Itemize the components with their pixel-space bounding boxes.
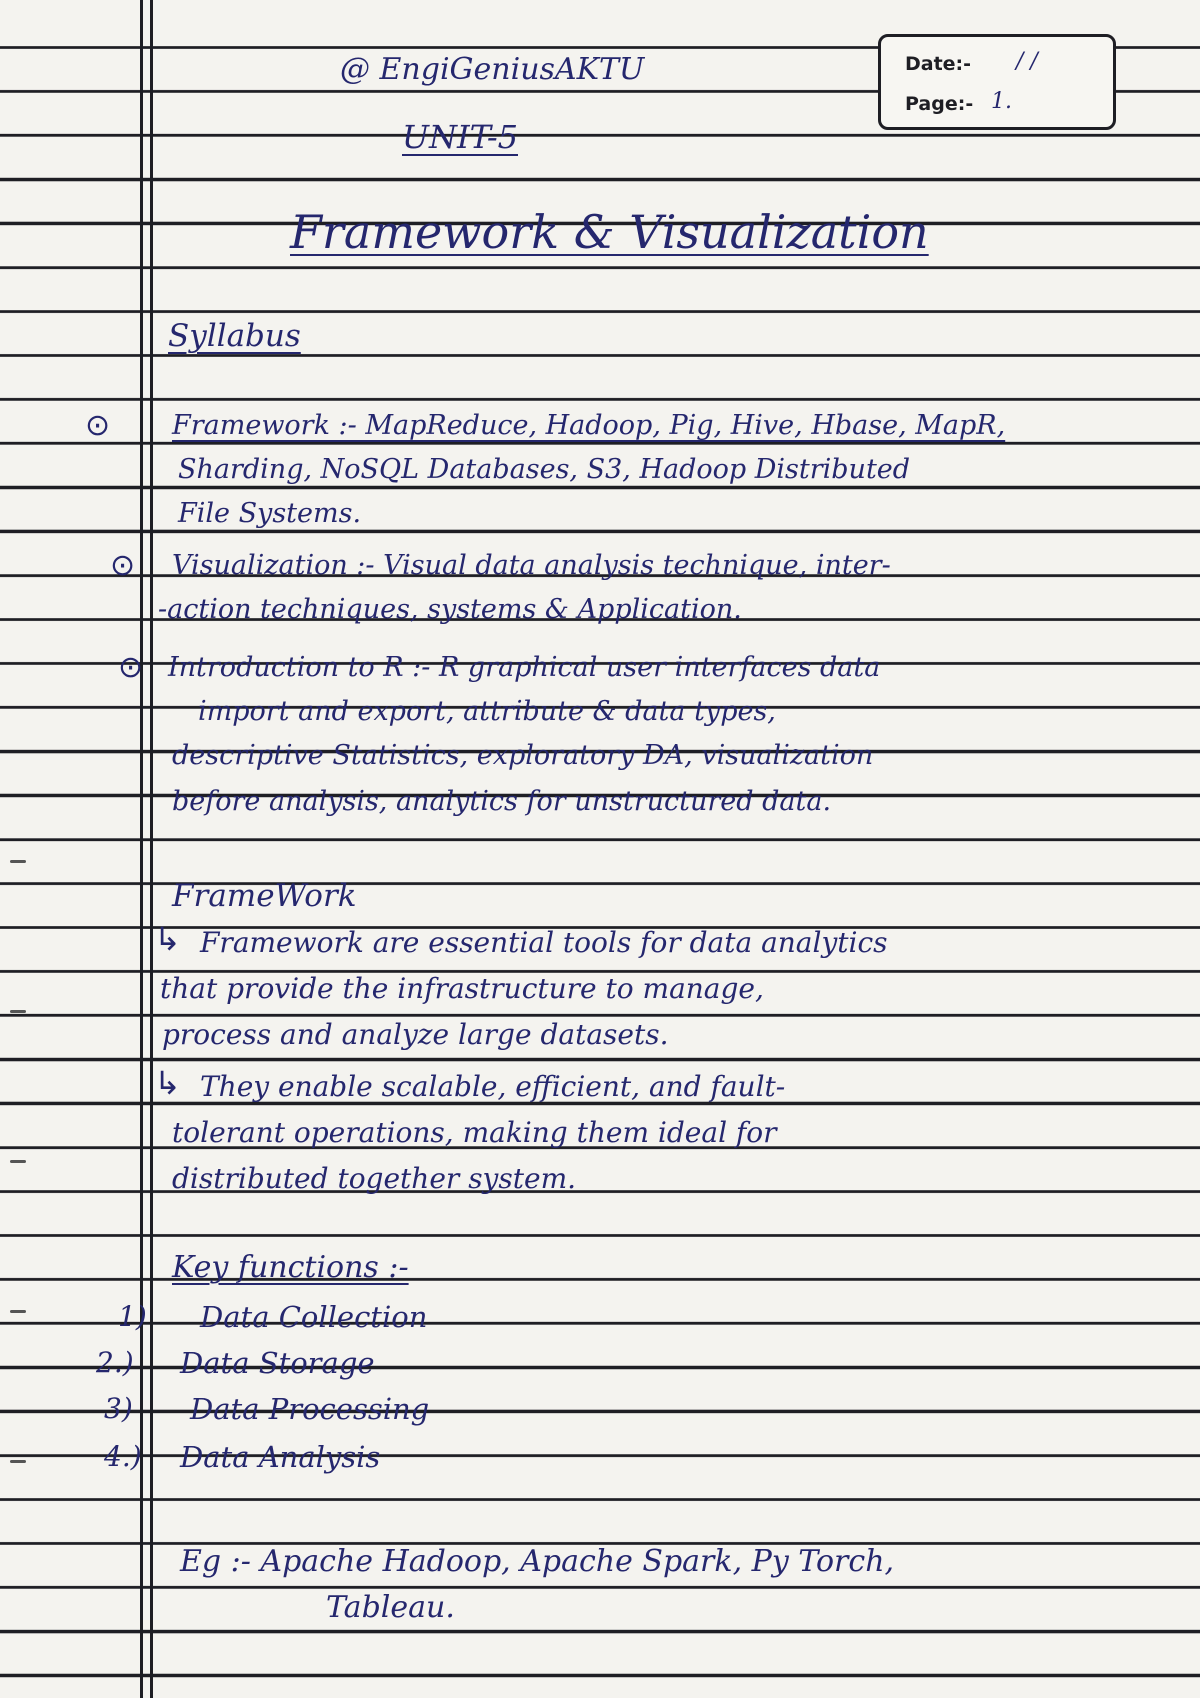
- framework-point-1-line-3: process and analyze large datasets.: [162, 1018, 669, 1051]
- margin-line-right: [150, 0, 153, 1698]
- examples-line-1: Eg :- Apache Hadoop, Apache Spark, Py Torch,: [180, 1544, 895, 1579]
- syllabus-item-3-line-3: descriptive Statistics, exploratory DA, visualization: [172, 740, 874, 771]
- binding-mark: [10, 1310, 26, 1313]
- date-label: Date:-: [905, 53, 972, 75]
- date-page-box: [878, 34, 1116, 130]
- bullet-icon: ⊙: [85, 408, 111, 443]
- bullet-icon: ⊙: [110, 548, 136, 583]
- date-value: / /: [1016, 49, 1038, 74]
- binding-mark: [10, 860, 26, 863]
- page-value: 1.: [991, 89, 1012, 114]
- key-function-item: Data Collection: [200, 1300, 428, 1334]
- framework-point-2-line-1: They enable scalable, efficient, and fault-: [200, 1070, 786, 1103]
- framework-point-1-line-2: that provide the infrastructure to manage,: [160, 972, 764, 1005]
- arrow-icon: ↳: [154, 1064, 181, 1102]
- syllabus-item-3-line-1: Introduction to R :- R graphical user interfaces data: [168, 652, 881, 683]
- syllabus-item-3-line-4: before analysis, analytics for unstructured data.: [172, 786, 832, 817]
- list-number: 3): [104, 1392, 133, 1425]
- list-number: 4.): [104, 1440, 142, 1473]
- syllabus-item-1-line-1: Framework :- MapReduce, Hadoop, Pig, Hive, Hbase, MapR,: [172, 410, 1006, 441]
- binding-mark: [10, 1010, 26, 1013]
- key-function-item: Data Analysis: [180, 1440, 381, 1474]
- list-number: 1): [118, 1300, 147, 1333]
- bullet-icon: ⊙: [118, 650, 144, 685]
- examples-line-2: Tableau.: [326, 1590, 455, 1625]
- framework-heading: FrameWork: [172, 878, 357, 914]
- binding-mark: [10, 1460, 26, 1463]
- key-functions-heading: Key functions :-: [172, 1250, 409, 1285]
- syllabus-heading: Syllabus: [168, 318, 301, 354]
- key-function-item: Data Processing: [190, 1392, 430, 1426]
- syllabus-item-1-line-2: Sharding, NoSQL Databases, S3, Hadoop Distributed: [178, 454, 911, 485]
- binding-mark: [10, 1160, 26, 1163]
- key-function-item: Data Storage: [180, 1346, 375, 1380]
- syllabus-item-2-line-1: Visualization :- Visual data analysis technique, inter-: [172, 550, 891, 581]
- page-label: Page:-: [905, 93, 974, 115]
- framework-point-2-line-2: tolerant operations, making them ideal for: [172, 1116, 777, 1149]
- unit-label: UNIT-5: [402, 118, 518, 156]
- syllabus-item-2-line-2: -action techniques, systems & Application.: [158, 594, 742, 625]
- framework-point-2-line-3: distributed together system.: [172, 1162, 577, 1195]
- framework-point-1-line-1: Framework are essential tools for data analytics: [200, 926, 888, 959]
- list-number: 2.): [96, 1346, 134, 1379]
- author-handle: @ EngiGeniusAKTU: [340, 52, 645, 87]
- arrow-icon: ↳: [154, 920, 181, 958]
- page-title: Framework & Visualization: [290, 205, 929, 259]
- syllabus-item-1-line-3: File Systems.: [178, 498, 362, 529]
- syllabus-item-3-line-2: import and export, attribute & data types,: [198, 696, 776, 727]
